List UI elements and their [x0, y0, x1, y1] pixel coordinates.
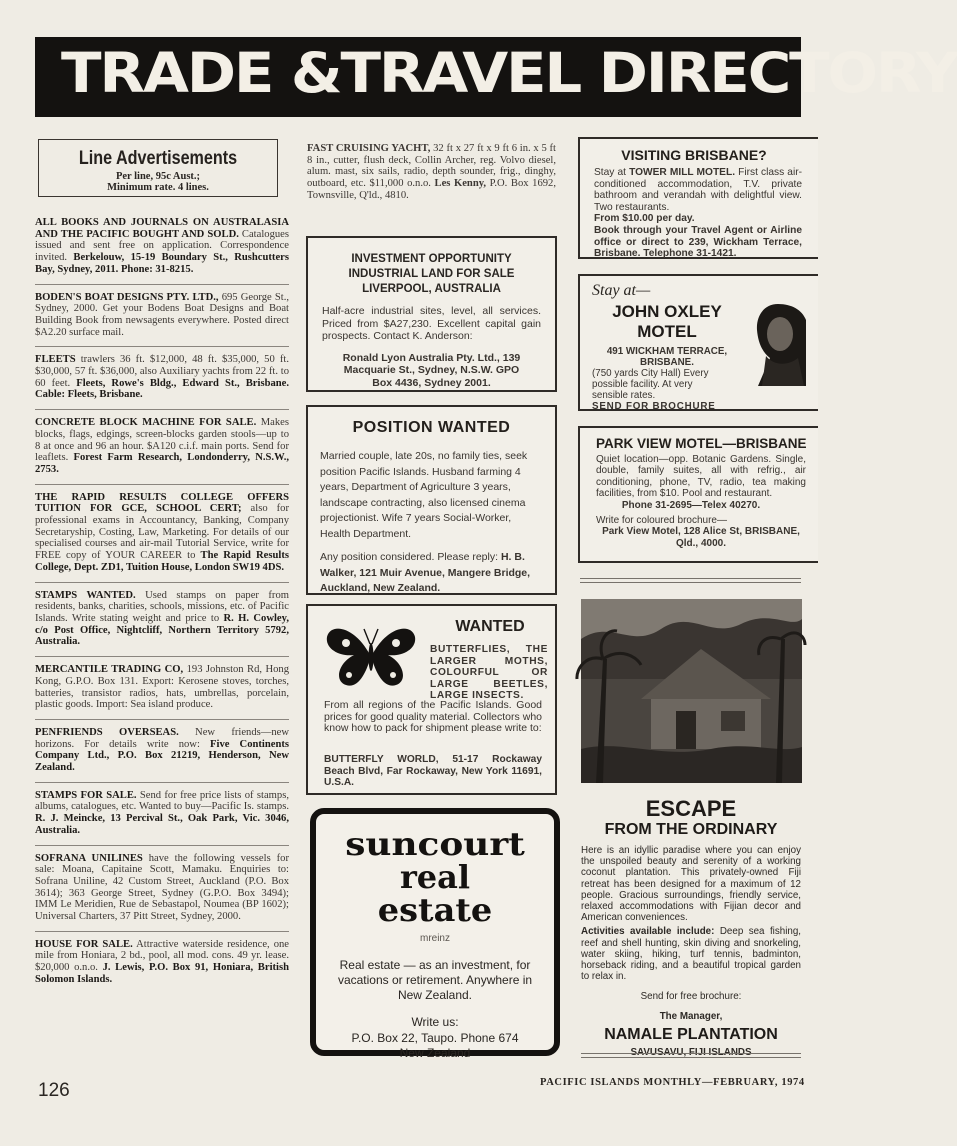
brisbane-body-pre: Stay at	[594, 167, 630, 178]
divider-rule	[580, 578, 801, 579]
classified-lead: BODEN'S BOAT DESIGNS PTY. LTD.,	[35, 291, 219, 303]
brisbane-hotel: TOWER MILL MOTEL.	[629, 167, 736, 178]
parkview-address: Park View Motel, 128 Alice St, BRISBANE, Qld., 4000.	[602, 526, 800, 549]
position-reply-lead: Any position considered. Please reply:	[320, 551, 501, 563]
fast-cruising-text: 32 ft x 27 ft x 9 ft 6 in. x 5 ft 8 in., cutter, flush deck, Collin Archer, reg. Volvo diesel, alum. mast, six sails, radio, depth sounder, frig., dinghy, outboard, etc. $11,000 o.n.o.	[307, 143, 556, 190]
classified-ad	[35, 417, 289, 476]
classified-separator	[35, 409, 289, 410]
position-contact: H. B. Walker, 121 Muir Avenue, Mangere Bridge, Auckland, New Zealand.	[320, 551, 531, 594]
suncourt-write: Write us:	[411, 1015, 459, 1029]
classified-contact: J. Lewis, P.O. Box 91, Honiara, British Solomon Islands.	[35, 962, 290, 985]
escape-activities	[581, 926, 801, 982]
magazine-footer: PACIFIC ISLANDS MONTHLY—FEBRUARY, 1974	[540, 1077, 805, 1088]
classified-lead: STAMPS FOR SALE.	[35, 789, 137, 801]
escape-title-2: FROM THE ORDINARY	[604, 821, 778, 838]
classified-text: 193 Johnston Rd, Hong Kong, G.P.O. Box 131. Export: Kerosene stoves, torches, batteries, transistor radios, hats, umbrellas, porcelain, plastic goods. Import: Sea island produce.	[35, 664, 289, 711]
fast-cruising-contact: Les Kenny,	[434, 178, 487, 190]
wanted-title: WANTED	[455, 618, 525, 635]
butterfly-icon	[324, 619, 418, 691]
classified-lead: CONCRETE BLOCK MACHINE FOR SALE.	[35, 417, 257, 429]
classified-text: have the following vessels for sale: Moana, Capitaine Scott, Mamaku. Enquiries to: Sofrana Uniline, 42 Custom Street, Auckland (P.O. Box 3614); 363 George Street, Sydney (G.P.O. Box 3494); IMM Le Meridien, Rue de Sebastapol, Noumea (BP 1602); Universal Charters, 37 Pitt Street, Sydney, 2000.	[35, 852, 289, 923]
oxley-cta: SEND FOR BROCHURE	[592, 401, 716, 412]
brisbane-body-text: First class air-conditioned accommodation, T.V. private bathroom and verandah with delightful view. Two restaurants.	[594, 167, 803, 213]
classified-ad	[35, 727, 289, 774]
brisbane-price: From $10.00 per day.	[594, 213, 695, 225]
classified-separator	[35, 931, 289, 932]
john-oxley-ad	[578, 274, 818, 411]
position-reply	[320, 550, 543, 597]
divider-rule	[581, 1053, 801, 1054]
classified-ad	[35, 590, 289, 649]
suncourt-brand-3: estate	[377, 891, 493, 929]
classified-ad	[35, 853, 289, 923]
classified-ad	[35, 217, 289, 276]
classifieds-column	[35, 217, 289, 986]
wanted-body: From all regions of the Pacific Islands. Good prices for good quality material. Collectors who know how to pack for shipment please write to:	[324, 699, 542, 735]
classified-contact: Forest Farm Research, Londonderry, N.S.W., 2753.	[35, 452, 289, 475]
classified-contact: Five Continents Company Ltd., P.O. Box 21219, Henderson, New Zealand.	[35, 738, 290, 774]
oxley-address: 491 WICKHAM TERRACE, BRISBANE.	[606, 346, 728, 368]
brisbane-ad	[578, 137, 818, 259]
escape-title-1: ESCAPE	[645, 796, 737, 821]
suncourt-quote: Real estate — as an investment, for vacations or retirement. Anywhere in New Zealand.	[337, 958, 533, 1002]
classified-lead: MERCANTILE TRADING CO,	[35, 664, 184, 676]
classified-separator	[35, 484, 289, 485]
oxley-details: (750 yards City Hall) Every possible facility. At very sensible rates.	[592, 368, 709, 401]
brisbane-title: VISITING BRISBANE?	[621, 147, 767, 163]
directory-banner	[35, 37, 957, 117]
classified-lead: FLEETS	[35, 354, 76, 366]
parkview-title: PARK VIEW MOTEL—BRISBANE	[596, 436, 807, 451]
oxley-portrait-icon	[748, 300, 806, 386]
classified-ad	[35, 292, 289, 339]
classified-contact: R. H. Cowley, c/o Post Office, Nightcliff, Northern Territory 5792, Australia.	[35, 612, 289, 648]
classified-ad	[35, 492, 289, 574]
wanted-list: BUTTERFLIES, THE LARGER MOTHS, COLOURFUL OR LARGE BEETLES, LARGE INSECTS.	[430, 644, 548, 701]
escape-body: Here is an idyllic paradise where you can enjoy the unspoiled beauty and serenity of a working coconut plantation. This privately-owned Fiji retreat has been designed for a maximum of 12 people. Gracious surroundings, friendly service, relaxed accommodations with Fijian decor and American conveniences.	[581, 845, 801, 924]
escape-plantation: NAMALE PLANTATION	[604, 1026, 778, 1044]
divider-rule	[580, 582, 801, 583]
position-wanted-ad	[306, 405, 557, 595]
classified-text: Send for free price lists of stamps, albums, catalogues, etc. Wanted to buy—Pacific Is. stamps.	[35, 789, 289, 813]
classified-text: trawlers 36 ft. $12,000, 48 ft. $35,000, 50 ft. $30,000, 57 ft. $36,000, also Auxiliary yachts from 22 ft. to 60 feet.	[35, 354, 289, 389]
investment-ad	[306, 236, 557, 392]
classified-lead: HOUSE FOR SALE.	[35, 938, 133, 950]
parkview-write: Write for coloured brochure—	[596, 515, 727, 527]
classified-text: Makes blocks, flags, edgings, screen-blocks garden stools—up to 8 at once and 96 an hour. $A120 c.i.f. main ports. Send for leaflets.	[35, 417, 289, 464]
position-title: POSITION WANTED	[352, 419, 511, 436]
classified-ad	[35, 664, 289, 711]
classified-text: New friends—new horizons. For details write now:	[35, 726, 289, 750]
directory-title: TRADE &TRAVEL DIRECTORY	[61, 41, 957, 105]
classified-lead: STAMPS WANTED.	[35, 589, 136, 601]
classified-contact: Fleets, Rowe's Bldg., Edward St., Brisbane. Cable: Fleets, Brisbane.	[35, 377, 290, 401]
classified-text: Catalogues issued and sent free on application. Correspondence invited.	[35, 228, 289, 264]
oxley-name-1: JOHN OXLEY	[612, 302, 722, 321]
escape-ad	[581, 796, 801, 1058]
classified-text: 695 George St., Sydney, 2000. Get your Bodens Boat Designs and Boat Building Book from newsagents everywhere. Posted direct $A2.20 surface mail.	[35, 291, 289, 338]
suncourt-address-2: New Zealand	[399, 1046, 471, 1060]
classified-text: Used stamps on paper from residents, banks, charities, schools, missions, etc. of Pacific Islands. Write stating weight and price to	[35, 589, 290, 624]
classified-lead: ALL BOOKS AND JOURNALS ON AUSTRALASIA AND THE PACIFIC BOUGHT AND SOLD.	[35, 217, 289, 240]
classified-contact: Berkelouw, 15-19 Boundary St., Rushcutters Bay, Sydney, 2011. Phone: 31-8215.	[35, 252, 289, 275]
suncourt-brand-2: real	[399, 858, 471, 896]
page-number: 126	[38, 1080, 70, 1101]
classified-ad	[35, 939, 289, 986]
line-ads-box	[38, 139, 278, 197]
classified-text: Attractive waterside residence, one mile from Honiara, 2 bd., pool, all mod. cons. 49 yr. lease. $20,000 o.n.o.	[35, 938, 289, 974]
wanted-ad	[306, 604, 557, 795]
classified-lead: THE RAPID RESULTS COLLEGE OFFERS TUITION FOR GCE, SCHOOL CERT;	[35, 491, 289, 515]
parkview-body: Quiet location—opp. Botanic Gardens. Single, double, family suites, all with refrig., air conditioning, phone, TV, radio, tea making facilities, from $10. Pool and restaurant.	[596, 454, 806, 500]
oxley-name-2: MOTEL	[637, 322, 697, 341]
wanted-contact: BUTTERFLY WORLD, 51-17 Rockaway Beach Blvd, Far Rockaway, New York 11691, U.S.A.	[324, 754, 542, 789]
investment-title: INVESTMENT OPPORTUNITY INDUSTRIAL LAND FOR SALE LIVERPOOL, AUSTRALIA	[348, 253, 515, 295]
classified-fast-cruising-yacht	[307, 143, 556, 202]
line-ads-title: Line Advertisements	[78, 148, 238, 169]
suncourt-brand-1: suncourt	[345, 825, 525, 863]
escape-location: SAVUSAVU, FIJI ISLANDS	[630, 1047, 752, 1059]
fast-cruising-tail: P.O. Box 1692, Townsville, Q'ld., 4810.	[307, 178, 556, 201]
classified-lead: PENFRIENDS OVERSEAS.	[35, 726, 179, 738]
classified-separator	[35, 656, 289, 657]
oxley-stay: Stay at—	[592, 282, 651, 299]
classified-separator	[35, 719, 289, 720]
classified-contact: R. J. Meincke, 13 Percival St., Oak Park, Vic. 3046, Australia.	[35, 813, 289, 836]
suncourt-tag: mreinz	[419, 933, 450, 944]
parkview-phone: Phone 31-2695—Telex 40270.	[621, 499, 761, 511]
parkview-ad	[578, 426, 818, 563]
escape-manager: The Manager,	[659, 1011, 723, 1023]
line-ads-rate-2: Minimum rate. 4 lines.	[107, 182, 209, 193]
classified-separator	[35, 284, 289, 285]
brisbane-body	[594, 167, 802, 213]
position-body: Married couple, late 20s, no family ties, seek position Pacific Islands. Husband farming 4 years, Department of Agriculture 3 years, landscape contracting, also licensed cinema projectionist. Wife 7 years Social-Worker, Health Department.	[320, 450, 528, 540]
classified-ad	[35, 354, 289, 401]
classified-separator	[35, 346, 289, 347]
classified-contact: The Rapid Results College, Dept. ZD1, Tuition House, London SW19 4DS.	[35, 550, 289, 573]
investment-contact: Ronald Lyon Australia Pty. Ltd., 139 Macquarie St., Sydney, N.S.W. GPO Box 4436, Sydney 2001.	[342, 351, 521, 389]
classified-separator	[35, 582, 289, 583]
investment-body: Half-acre industrial sites, level, all services. Priced from $A27,230. Excellent capital gain prospects. Contact K. Anderson:	[322, 305, 541, 342]
divider-rule	[581, 1057, 801, 1058]
classified-ad	[35, 790, 289, 837]
classified-text: also for professional exams in Accountancy, Banking, Company Secretaryship, Costing, Law, Marketing. For details of our specialised courses and air-mail Tutorial Service, write for FREE copy of YOUR CAREER to	[35, 503, 289, 562]
escape-activities-text: Deep sea fishing, reef and shell hunting, skin diving and snorkeling, water skiing, hiking, turf tennis, badminton, horseback riding, and a beautiful tropical garden to relax in.	[581, 926, 801, 983]
suncourt-address-1: P.O. Box 22, Taupo. Phone 674	[351, 1031, 519, 1045]
suncourt-ad	[310, 808, 560, 1060]
classified-separator	[35, 782, 289, 783]
brisbane-booking: Book through your Travel Agent or Airline office or direct to 239, Wickham Terrace, Brisbane. Telephone 31-1421.	[594, 224, 802, 260]
escape-activities-label: Activities available include:	[581, 926, 715, 938]
escape-brochure: Send for free brochure:	[640, 991, 742, 1003]
classified-lead: SOFRANA UNILINES	[35, 852, 143, 864]
line-ads-rate-1: Per line, 95c Aust.;	[115, 171, 201, 182]
fast-cruising-lead: FAST CRUISING YACHT,	[307, 143, 431, 154]
classified-separator	[35, 845, 289, 846]
plantation-photo	[581, 599, 802, 783]
